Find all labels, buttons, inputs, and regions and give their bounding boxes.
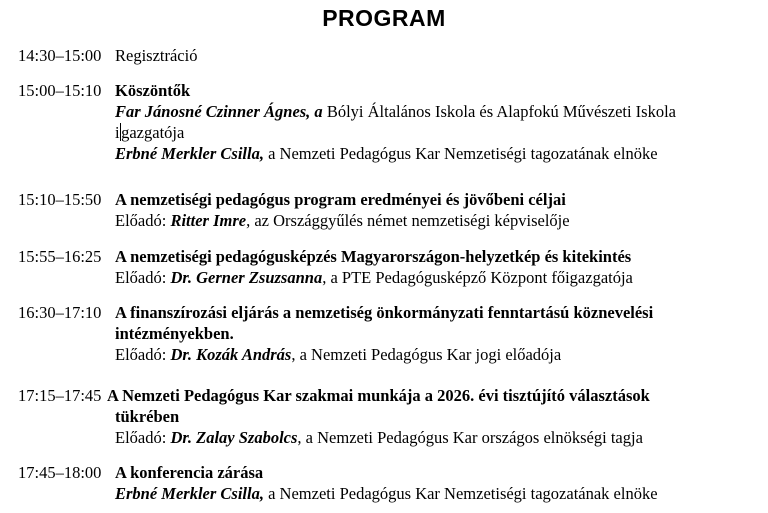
text-segment: Dr. Kozák András: [170, 345, 292, 364]
entry-content: [115, 189, 768, 231]
text-segment: A nemzetiségi pedagógus program eredményei és jövőbeni céljai: [115, 190, 566, 209]
text-segment: gazgatója: [121, 123, 185, 142]
text-segment: Erbné Merkler Csilla,: [115, 144, 264, 163]
entry-content: [115, 302, 768, 365]
entry-line: [115, 122, 768, 143]
text-segment: A konferencia zárása: [115, 463, 264, 482]
text-segment: tükrében: [115, 407, 180, 426]
text-segment: Erbné Merkler Csilla,: [115, 484, 264, 503]
text-segment: Előadó:: [115, 211, 171, 230]
entry-content: [115, 45, 768, 66]
schedule-entry: [0, 302, 768, 365]
schedule-list: [0, 45, 768, 504]
text-segment: Regisztráció: [115, 46, 198, 65]
page-title: PROGRAM: [322, 5, 446, 31]
entry-line: [115, 462, 768, 483]
entry-content: [115, 462, 768, 504]
entry-content: [115, 80, 768, 164]
text-segment: Dr. Gerner Zsuzsanna: [170, 268, 323, 287]
entry-line: [115, 45, 768, 66]
text-segment: a Nemzeti Pedagógus Kar Nemzetiségi tagozatának elnöke: [263, 484, 658, 503]
entry-content: [115, 246, 768, 288]
entry-line: [115, 302, 768, 323]
time-range: 17:45–18:00: [18, 463, 102, 482]
text-segment: Ritter Imre: [170, 211, 247, 230]
entry-line: [115, 323, 768, 344]
schedule-entry: [0, 189, 768, 231]
text-segment: A Nemzeti Pedagógus Kar szakmai munkája a 2026. évi tisztújító választások: [107, 386, 650, 405]
schedule-entry: [0, 246, 768, 288]
time-range: 15:00–15:10: [18, 81, 102, 100]
text-segment: i: [115, 123, 120, 142]
text-segment: Bólyi Általános Iskola és Alapfokú Művészeti Iskola: [326, 102, 677, 121]
text-segment: Előadó:: [115, 428, 171, 447]
entry-line: [115, 189, 768, 210]
entry-line: [115, 101, 768, 122]
time-range: 16:30–17:10: [18, 303, 102, 322]
entry-line: [115, 210, 768, 231]
entry-content: [107, 385, 768, 448]
schedule-entry: [0, 462, 768, 504]
text-segment: Far Jánosné Czinner Ágnes, a: [115, 102, 327, 121]
text-segment: Köszöntők: [115, 81, 191, 100]
schedule-entry: [0, 385, 768, 448]
text-segment: A nemzetiségi pedagógusképzés Magyarországon-helyzetkép és kitekintés: [115, 247, 632, 266]
entry-line: [115, 406, 768, 427]
text-segment: A finanszírozási eljárás a nemzetiség önkormányzati fenntartású köznevelési: [115, 303, 654, 322]
entry-line: [115, 483, 768, 504]
time-range: 17:15–17:45: [18, 386, 102, 405]
text-segment: Előadó:: [115, 268, 171, 287]
text-segment: , a PTE Pedagógusképző Központ főigazgatója: [322, 268, 633, 287]
entry-line: [115, 427, 768, 448]
time-range: 15:10–15:50: [18, 190, 102, 209]
text-segment: intézményekben.: [115, 324, 234, 343]
entry-line: [115, 80, 768, 101]
schedule-entry: [0, 45, 768, 66]
entry-line: [115, 143, 768, 164]
entry-line: [115, 344, 768, 365]
entry-line: [115, 246, 768, 267]
text-segment: , a Nemzeti Pedagógus Kar jogi előadója: [291, 345, 562, 364]
text-segment: , az Országgyűlés német nemzetiségi képviselője: [246, 211, 570, 230]
entry-line: [115, 267, 768, 288]
entry-line: [107, 385, 768, 406]
time-range: 15:55–16:25: [18, 247, 102, 266]
text-segment: a Nemzeti Pedagógus Kar Nemzetiségi tagozatának elnöke: [263, 144, 658, 163]
schedule-entry: [0, 80, 768, 164]
time-range: 14:30–15:00: [18, 46, 102, 65]
text-segment: Előadó:: [115, 345, 171, 364]
text-segment: Dr. Zalay Szabolcs: [170, 428, 298, 447]
text-segment: , a Nemzeti Pedagógus Kar országos elnökségi tagja: [297, 428, 643, 447]
